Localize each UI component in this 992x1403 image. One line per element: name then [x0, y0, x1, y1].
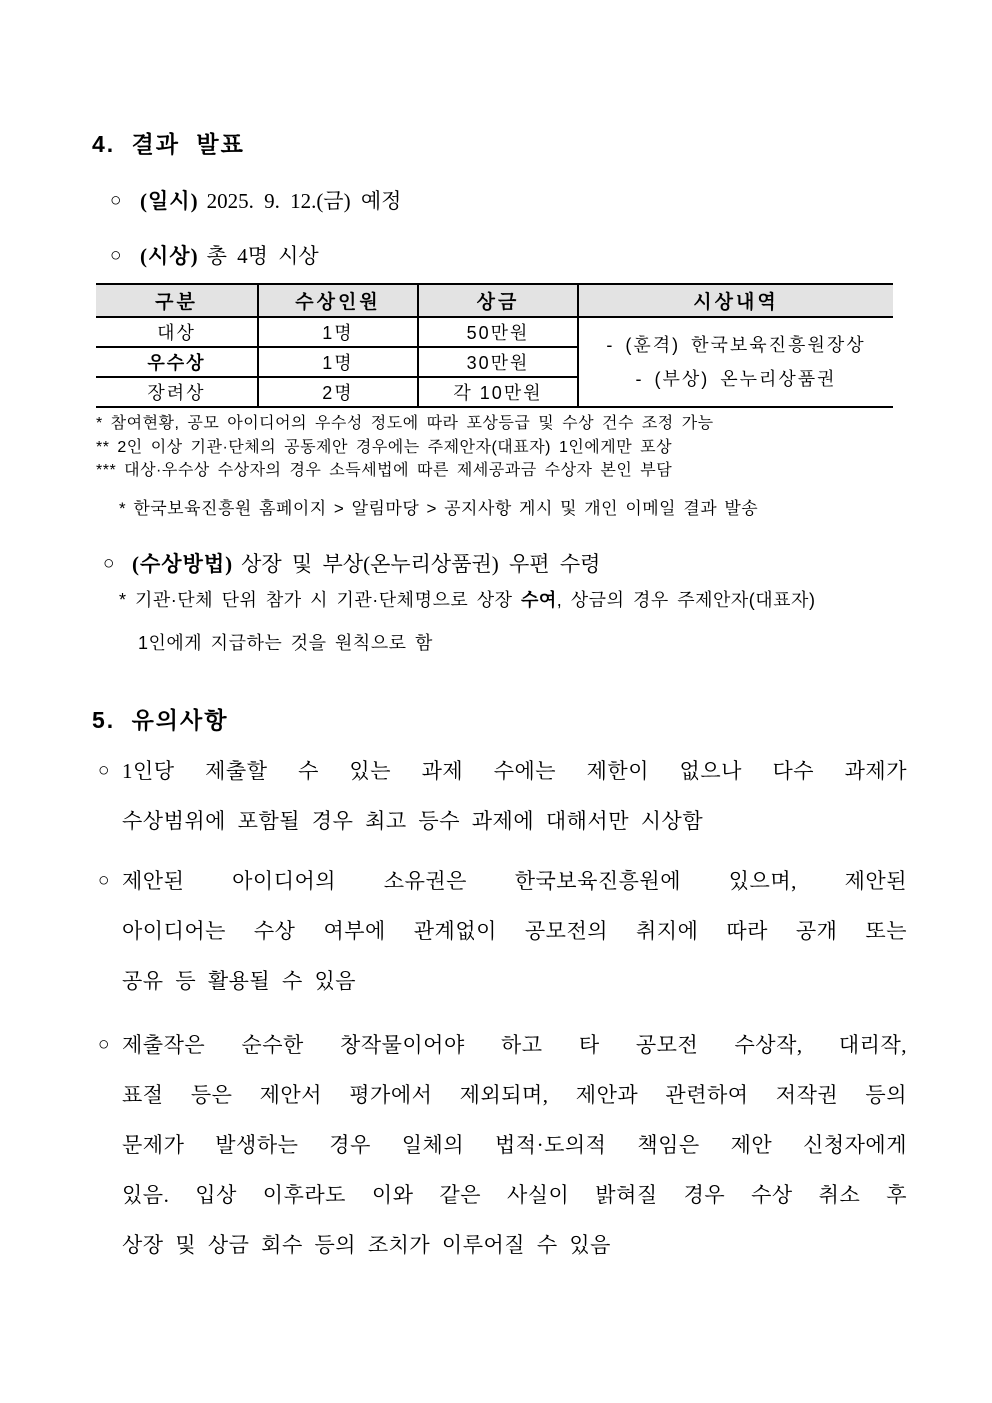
circle-bullet-icon: ○	[103, 553, 115, 574]
method-footnote-line2: 1인에게 지급하는 것을 원칙으로 함	[138, 633, 433, 653]
date-bullet	[110, 187, 401, 215]
award-label: (시상)	[140, 244, 199, 268]
date-text: 2025. 9. 12.(금) 예정	[206, 189, 402, 213]
notice-item	[98, 1020, 907, 1270]
method-text: 상장 및 부상(온누리상품권) 우편 수령	[241, 552, 601, 576]
footnote-line: ** 2인 이상 기관·단체의 공동제안 경우에는 주제안자(대표자) 1인에게만 포상	[96, 438, 673, 456]
method-label: (수상방법)	[132, 552, 234, 576]
notice-text	[122, 746, 907, 846]
notice-line: 제출작은 순수한 창작물이어야 하고 타 공모전 수상작, 대리작,	[122, 1033, 907, 1057]
notice-line: 문제가 발생하는 경우 일체의 법적·도의적 책임은 제안 신청자에게	[122, 1133, 907, 1157]
notice-line: 공유 등 활용될 수 있음	[122, 969, 357, 993]
notice-line: 수상범위에 포함될 경우 최고 등수 과제에 대해서만 시상함	[122, 809, 704, 833]
notice-line: 1인당 제출할 수 있는 과제 수에는 제한이 없으나 다수 과제가	[122, 759, 907, 783]
col-header-winners: 수상인원	[258, 284, 418, 317]
col-header-prize: 상금	[418, 284, 578, 317]
method-footnote-line1	[119, 579, 815, 622]
footnote-line: *** 대상·우수상 수상자의 경우 소득세법에 따른 제세공과금 수상자 본인 부담	[96, 462, 673, 479]
winners-cell: 2명	[258, 377, 418, 407]
section5-heading: 5. 유의사항	[92, 707, 229, 733]
table-footnotes	[96, 412, 714, 483]
winners-cell: 1명	[258, 347, 418, 377]
circle-bullet-icon: ○	[98, 870, 110, 891]
section4-heading: 4. 결과 발표	[92, 131, 245, 157]
award-table	[96, 283, 893, 408]
prize-cell: 50만원	[418, 317, 578, 347]
method-footnote	[119, 579, 815, 665]
method-bullet	[103, 550, 600, 578]
circle-bullet-icon: ○	[110, 190, 122, 211]
method-footnote-part1: 기관·단체 단위 참가 시 기관·단체명으로 상장	[135, 590, 522, 610]
winners-cell: 1명	[258, 317, 418, 347]
announce-note: * 한국보육진흥원 홈페이지 > 알림마당 > 공지사항 게시 및 개인 이메일 결과 발송	[119, 499, 759, 518]
prize-cell: 30만원	[418, 347, 578, 377]
method-footnote-part2: , 상금의 경우 주제안자(대표자)	[556, 590, 816, 610]
prize-cell: 각 10만원	[418, 377, 578, 407]
table-header-row	[96, 284, 893, 317]
circle-bullet-icon: ○	[110, 245, 122, 266]
method-footnote-bold: 수여	[521, 590, 557, 610]
notice-line: 아이디어는 수상 여부에 관계없이 공모전의 취지에 따라 공개 또는	[122, 919, 907, 943]
grade-cell: 대상	[96, 317, 258, 347]
notice-text	[122, 856, 907, 1006]
award-bullet	[110, 242, 319, 270]
notice-line: 표절 등은 제안서 평가에서 제외되며, 제안과 관련하여 저작권 등의	[122, 1083, 907, 1107]
details-cell	[578, 317, 893, 407]
grade-cell: 장려상	[96, 377, 258, 407]
col-header-details: 시상내역	[578, 284, 893, 317]
date-label: (일시)	[140, 189, 199, 213]
grade-cell: 우수상	[96, 347, 258, 377]
notice-item	[98, 746, 907, 846]
circle-bullet-icon: ○	[98, 1034, 110, 1055]
award-text: 총 4명 시상	[206, 244, 319, 268]
notice-line: 상장 및 상금 회수 등의 조치가 이루어질 수 있음	[122, 1233, 611, 1257]
notice-item	[98, 856, 907, 1006]
details-line: - (훈격) 한국보육진흥원장상	[606, 335, 866, 355]
asterisk-marker: *	[119, 590, 127, 610]
notice-line: 있음. 입상 이후라도 이와 같은 사실이 밝혀질 경우 수상 취소 후	[122, 1183, 907, 1207]
details-line: - (부상) 온누리상품권	[635, 369, 837, 389]
notice-text	[122, 1020, 907, 1270]
col-header-grade: 구분	[96, 284, 258, 317]
footnote-line: * 참여현황, 공모 아이디어의 우수성 정도에 따라 포상등급 및 수상 건수 조정 가능	[96, 415, 714, 432]
circle-bullet-icon: ○	[98, 760, 110, 781]
notice-line: 제안된 아이디어의 소유권은 한국보육진흥원에 있으며, 제안된	[122, 869, 907, 893]
table-row	[96, 317, 893, 347]
